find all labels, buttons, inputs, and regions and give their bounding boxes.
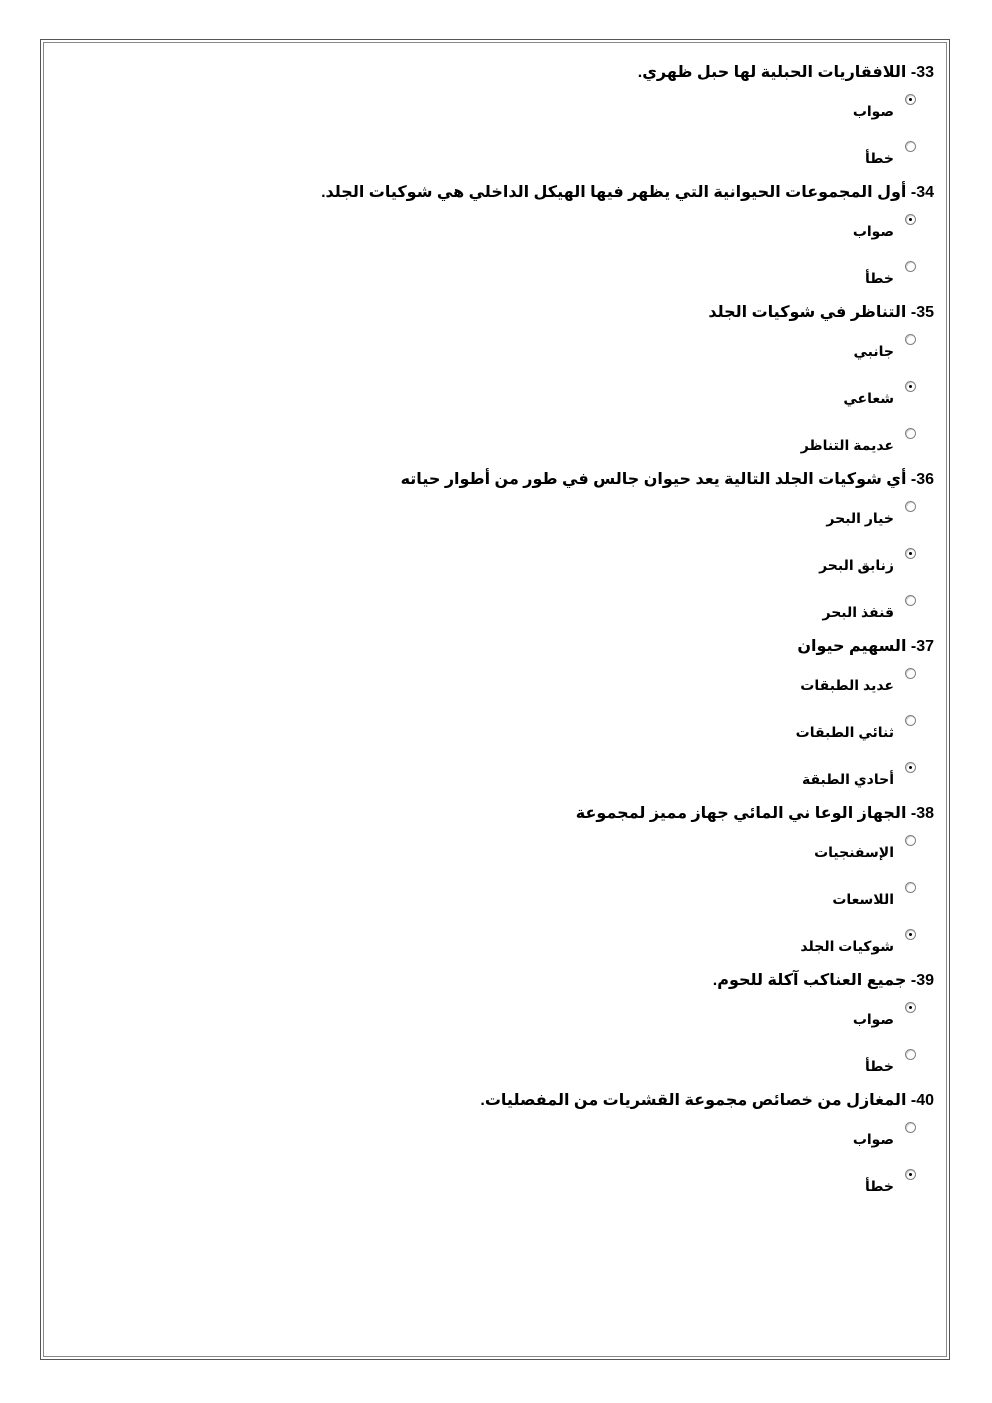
question-prompt: أي شوكيات الجلد التالية يعد حيوان جالس في طور من أطوار حياته <box>400 471 907 488</box>
answer-label: خيار البحر <box>826 510 894 526</box>
answer-option[interactable] <box>40 1041 934 1088</box>
answer-option[interactable] <box>40 1161 934 1208</box>
question-2 <box>40 180 934 300</box>
question-prompt: الجهاز الوعا ني المائي جهاز مميز لمجموعة <box>575 805 907 822</box>
answer-option[interactable] <box>40 921 934 968</box>
question-4 <box>40 467 934 634</box>
question-text <box>40 968 934 994</box>
answer-option[interactable] <box>40 707 934 754</box>
question-text <box>40 60 934 86</box>
answer-option[interactable] <box>40 540 934 587</box>
answer-label: اللاسعات <box>832 891 894 907</box>
answer-option[interactable] <box>40 206 934 253</box>
radio-button[interactable] <box>905 1169 916 1180</box>
answer-label: عديمة التناظر <box>800 437 894 453</box>
answer-label: شعاعي <box>843 390 894 406</box>
radio-button[interactable] <box>905 762 916 773</box>
question-prompt: السهيم حيوان <box>797 638 907 655</box>
radio-button[interactable] <box>905 334 916 345</box>
question-number: 40- <box>910 1092 934 1109</box>
question-prompt: أول المجموعات الحيوانية التي يظهر فيها الهيكل الداخلي هي شوكيات الجلد. <box>321 184 907 201</box>
answer-label: خطأ <box>865 1178 894 1194</box>
question-5 <box>40 634 934 801</box>
answer-option[interactable] <box>40 133 934 180</box>
question-prompt: اللافقاريات الحبلية لها حبل ظهري. <box>637 64 907 81</box>
radio-button[interactable] <box>905 1002 916 1013</box>
radio-button[interactable] <box>905 141 916 152</box>
radio-button[interactable] <box>905 428 916 439</box>
radio-button[interactable] <box>905 1049 916 1060</box>
answer-label: خطأ <box>865 150 894 166</box>
answer-option[interactable] <box>40 493 934 540</box>
radio-button[interactable] <box>905 668 916 679</box>
answer-option[interactable] <box>40 86 934 133</box>
radio-button[interactable] <box>905 595 916 606</box>
answer-label: جانبي <box>853 343 894 359</box>
answer-label: الإسفنجيات <box>814 844 894 860</box>
answer-label: أحادي الطبقة <box>801 771 894 787</box>
question-number: 35- <box>910 304 934 321</box>
answer-option[interactable] <box>40 660 934 707</box>
answer-label: صواب <box>852 103 894 119</box>
question-text <box>40 1088 934 1114</box>
radio-button[interactable] <box>905 261 916 272</box>
answer-label: صواب <box>852 1011 894 1027</box>
answer-option[interactable] <box>40 420 934 467</box>
radio-button[interactable] <box>905 381 916 392</box>
answer-label: صواب <box>852 223 894 239</box>
radio-button[interactable] <box>905 715 916 726</box>
question-text <box>40 801 934 827</box>
question-number: 38- <box>910 805 934 822</box>
question-number: 33- <box>910 64 934 81</box>
question-8 <box>40 1088 934 1208</box>
answer-label: قنفذ البحر <box>822 604 894 620</box>
radio-button[interactable] <box>905 1122 916 1133</box>
question-number: 36- <box>910 471 934 488</box>
question-number: 39- <box>910 972 934 989</box>
question-text <box>40 467 934 493</box>
answer-option[interactable] <box>40 253 934 300</box>
question-prompt: جميع العناكب آكلة للحوم. <box>712 972 907 989</box>
question-prompt: المغازل من خصائص مجموعة القشريات من المفصليات. <box>480 1092 907 1109</box>
answer-option[interactable] <box>40 326 934 373</box>
answer-option[interactable] <box>40 754 934 801</box>
question-7 <box>40 968 934 1088</box>
question-3 <box>40 300 934 467</box>
answer-label: زنابق البحر <box>819 557 894 573</box>
question-prompt: التناظر في شوكيات الجلد <box>708 304 907 321</box>
question-text <box>40 300 934 326</box>
radio-button[interactable] <box>905 548 916 559</box>
question-6 <box>40 801 934 968</box>
question-text <box>40 634 934 660</box>
question-list <box>40 60 934 1208</box>
radio-button[interactable] <box>905 214 916 225</box>
question-number: 37- <box>910 638 934 655</box>
question-text <box>40 180 934 206</box>
radio-button[interactable] <box>905 929 916 940</box>
answer-label: شوكيات الجلد <box>800 938 894 954</box>
radio-button[interactable] <box>905 94 916 105</box>
question-1 <box>40 60 934 180</box>
answer-option[interactable] <box>40 994 934 1041</box>
answer-option[interactable] <box>40 827 934 874</box>
answer-label: عديد الطبقات <box>800 677 894 693</box>
answer-label: صواب <box>852 1131 894 1147</box>
answer-label: ثنائي الطبقات <box>795 724 894 740</box>
answer-option[interactable] <box>40 373 934 420</box>
radio-button[interactable] <box>905 501 916 512</box>
question-number: 34- <box>910 184 934 201</box>
answer-label: خطأ <box>865 270 894 286</box>
answer-label: خطأ <box>865 1058 894 1074</box>
answer-option[interactable] <box>40 1114 934 1161</box>
answer-option[interactable] <box>40 874 934 921</box>
radio-button[interactable] <box>905 835 916 846</box>
answer-option[interactable] <box>40 587 934 634</box>
radio-button[interactable] <box>905 882 916 893</box>
